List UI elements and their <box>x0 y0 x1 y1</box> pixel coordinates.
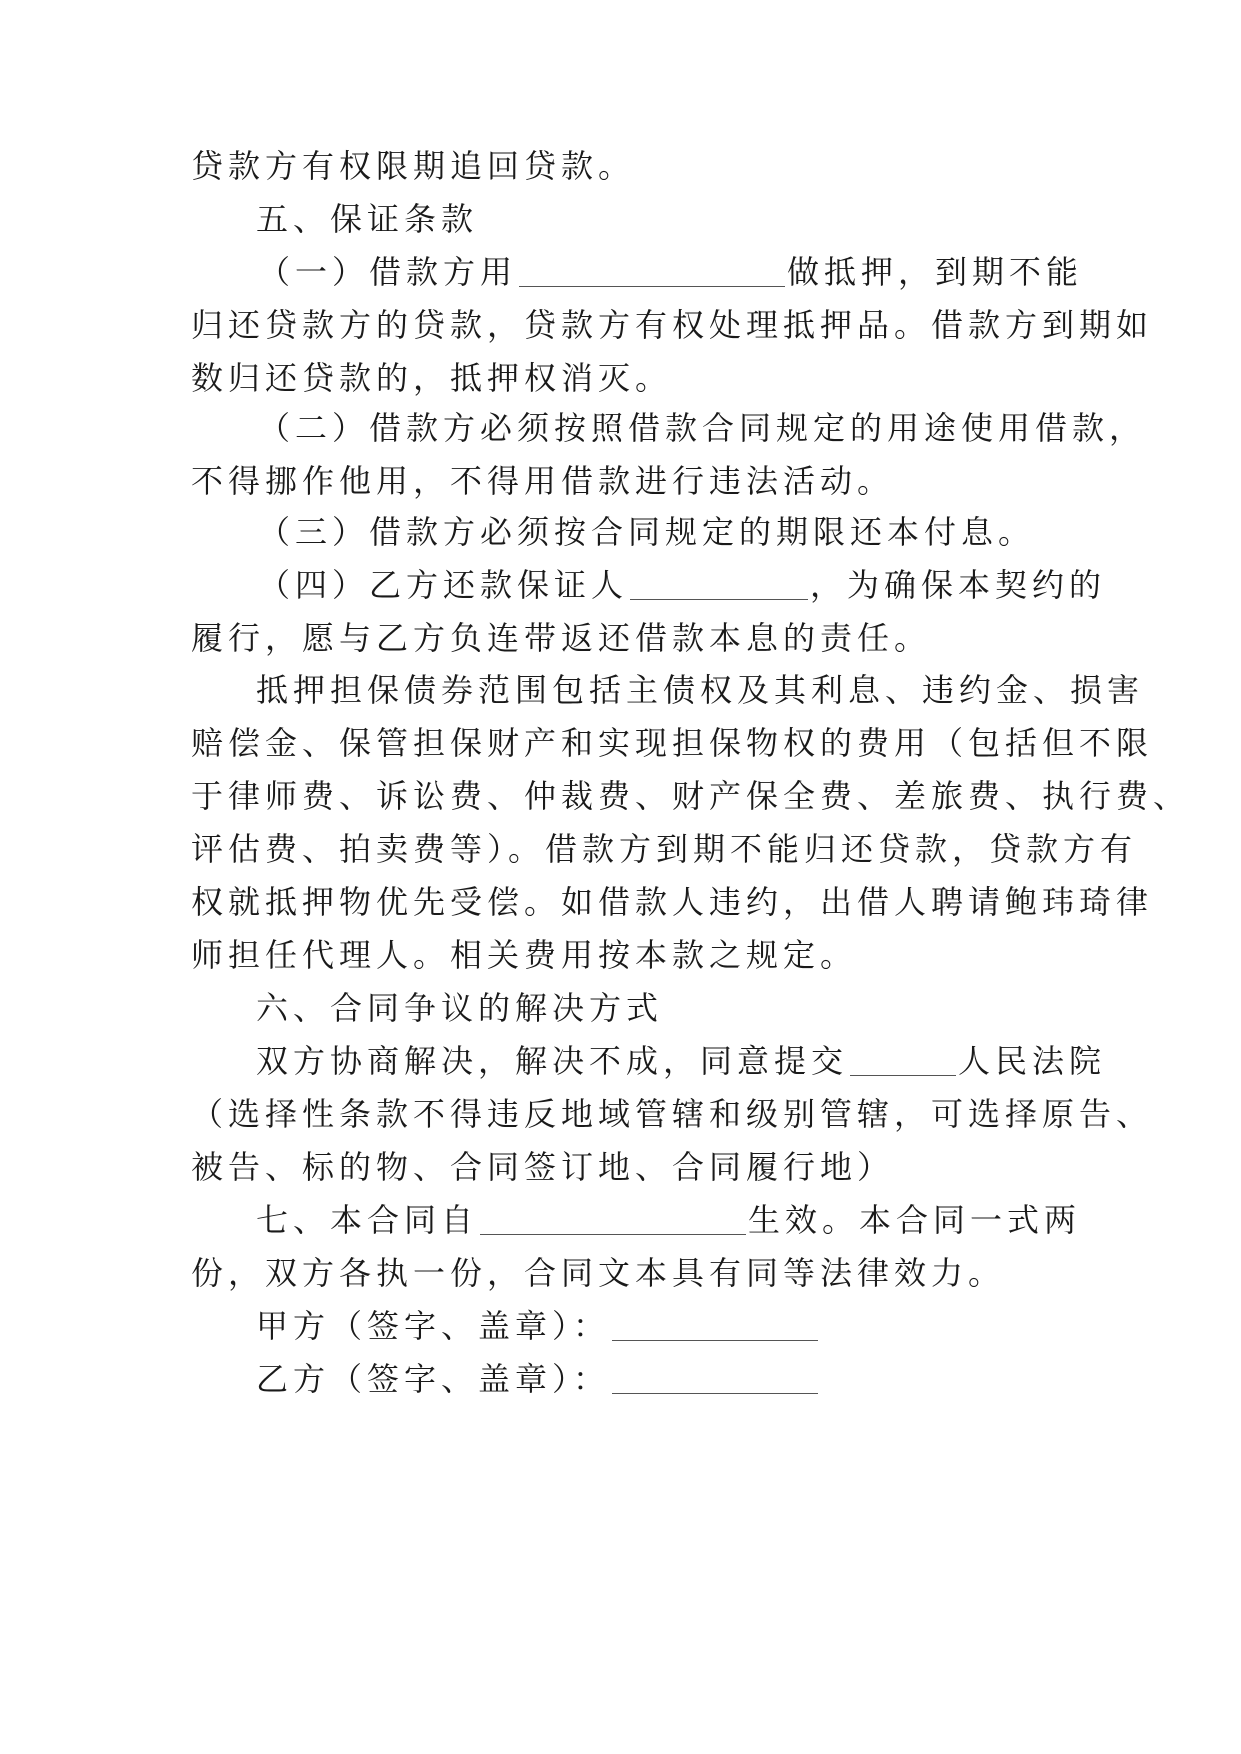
text-segment: 做抵押，到期不能 <box>787 253 1084 291</box>
text-segment: （一）借款方用 <box>258 253 518 291</box>
text-segment: （四）乙方还款保证人 <box>258 566 629 604</box>
text-line: 评估费、拍卖费等）。借款方到期不能归还贷款，贷款方有 <box>191 830 1138 868</box>
text-line: 数归还贷款的，抵押权消灭。 <box>191 359 673 397</box>
text-line: 不得挪作他用，不得用借款进行违法活动。 <box>191 462 895 500</box>
text-line: （三）借款方必须按合同规定的期限还本付息。 <box>258 513 1036 551</box>
text-segment: 人民法院 <box>958 1042 1107 1080</box>
text-line: 抵押担保债券范围包括主债权及其利息、违约金、损害 <box>256 671 1145 709</box>
section-heading <box>256 1200 1136 1240</box>
section-heading: 五、保证条款 <box>256 200 479 238</box>
fill-in-blank <box>519 258 785 287</box>
text-line: 师担任代理人。相关费用按本款之规定。 <box>191 936 858 974</box>
fill-in-blank <box>480 1206 746 1235</box>
fill-in-blank <box>630 571 808 600</box>
text-line: （二）借款方必须按照借款合同规定的用途使用借款， <box>258 409 1147 447</box>
text-segment: 双方协商解决，解决不成，同意提交 <box>256 1042 849 1080</box>
signature-blank <box>612 1312 818 1341</box>
text-line <box>256 1041 1136 1081</box>
text-segment: 七、本合同自 <box>256 1201 479 1239</box>
signature-label: 乙方（签字、盖章）： <box>256 1360 611 1398</box>
text-line: 权就抵押物优先受偿。如借款人违约，出借人聘请鲍玮琦律 <box>191 883 1154 921</box>
text-segment: ，为确保本契约的 <box>810 566 1107 604</box>
fill-in-blank <box>850 1047 956 1076</box>
text-line: 份，双方各执一份，合同文本具有同等法律效力。 <box>191 1254 1006 1292</box>
text-line: 赔偿金、保管担保财产和实现担保物权的费用（包括但不限 <box>191 724 1154 762</box>
text-line: 被告、标的物、合同签订地、合同履行地） <box>191 1148 895 1186</box>
text-line: 于律师费、诉讼费、仲裁费、财产保全费、差旅费、执行费、 <box>191 777 1191 815</box>
text-segment: 生效。本合同一式两 <box>748 1201 1082 1239</box>
text-line <box>258 252 1138 292</box>
signature-line-party-a <box>256 1306 1136 1346</box>
text-line: （选择性条款不得违反地域管辖和级别管辖，可选择原告、 <box>191 1095 1154 1133</box>
signature-line-party-b <box>256 1359 1136 1399</box>
signature-label: 甲方（签字、盖章）： <box>256 1307 611 1345</box>
section-heading: 六、合同争议的解决方式 <box>256 989 664 1027</box>
text-line: 贷款方有权限期追回贷款。 <box>191 147 636 185</box>
signature-blank <box>612 1365 818 1394</box>
text-line: 履行，愿与乙方负连带返还借款本息的责任。 <box>191 619 932 657</box>
text-line: 归还贷款方的贷款，贷款方有权处理抵押品。借款方到期如 <box>191 306 1154 344</box>
text-line <box>258 565 1138 605</box>
